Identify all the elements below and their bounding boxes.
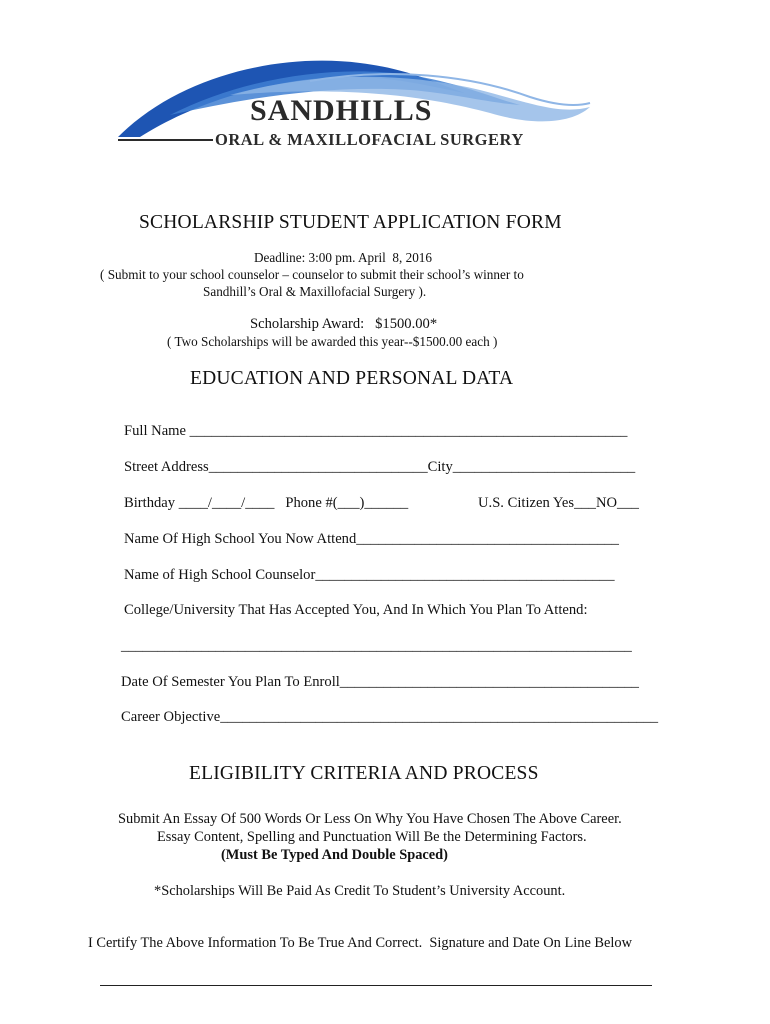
submit-instructions-2: Sandhill’s Oral & Maxillofacial Surgery ).: [203, 284, 427, 299]
essay-line-3: (Must Be Typed And Double Spaced): [221, 847, 448, 863]
career-field[interactable]: Career Objective____________________________________________________________: [121, 709, 659, 725]
logo-name-line2: ORAL & MAXILLOFACIAL SURGERY: [215, 130, 524, 149]
full-name-field[interactable]: Full Name ____________________________________________________________: [124, 423, 628, 439]
counselor-field[interactable]: Name of High School Counselor_________________________________________: [124, 567, 615, 583]
sandhills-logo: [110, 45, 600, 155]
education-heading: EDUCATION AND PERSONAL DATA: [190, 368, 514, 389]
essay-line-1: Submit An Essay Of 500 Words Or Less On Why You Have Chosen The Above Career.: [118, 811, 622, 827]
street-city-field[interactable]: Street Address______________________________City_________________________: [124, 459, 636, 475]
form-title: SCHOLARSHIP STUDENT APPLICATION FORM: [139, 212, 562, 233]
signature-line[interactable]: [100, 985, 652, 986]
birthday-phone-field[interactable]: Birthday ____/____/____ Phone #(___)______: [124, 495, 409, 511]
semester-field[interactable]: Date Of Semester You Plan To Enroll_________________________________________: [121, 674, 639, 690]
submit-instructions-1: ( Submit to your school counselor – counselor to submit their school’s winner to: [100, 267, 524, 282]
deadline-text: Deadline: 3:00 pm. April 8, 2016: [253, 250, 432, 265]
citizen-field[interactable]: U.S. Citizen Yes___NO___: [478, 495, 639, 511]
eligibility-heading: ELIGIBILITY CRITERIA AND PROCESS: [189, 763, 539, 784]
logo-name-line1: SANDHILLS: [250, 94, 433, 127]
payment-note: *Scholarships Will Be Paid As Credit To Student’s University Account.: [154, 883, 566, 899]
high-school-field[interactable]: Name Of High School You Now Attend____________________________________: [124, 531, 619, 547]
award-text: Scholarship Award: $1500.00*: [250, 316, 438, 332]
college-line-field[interactable]: ______________________________________________________________________: [121, 638, 632, 654]
award-note: ( Two Scholarships will be awarded this year--$1500.00 each ): [167, 334, 498, 349]
college-label: College/University That Has Accepted You, And In Which You Plan To Attend:: [124, 602, 588, 618]
logo-rule: [118, 139, 213, 141]
certify-text: I Certify The Above Information To Be True And Correct. Signature and Date On Line Below: [88, 935, 633, 951]
essay-line-2: Essay Content, Spelling and Punctuation Will Be the Determining Factors.: [157, 829, 587, 845]
